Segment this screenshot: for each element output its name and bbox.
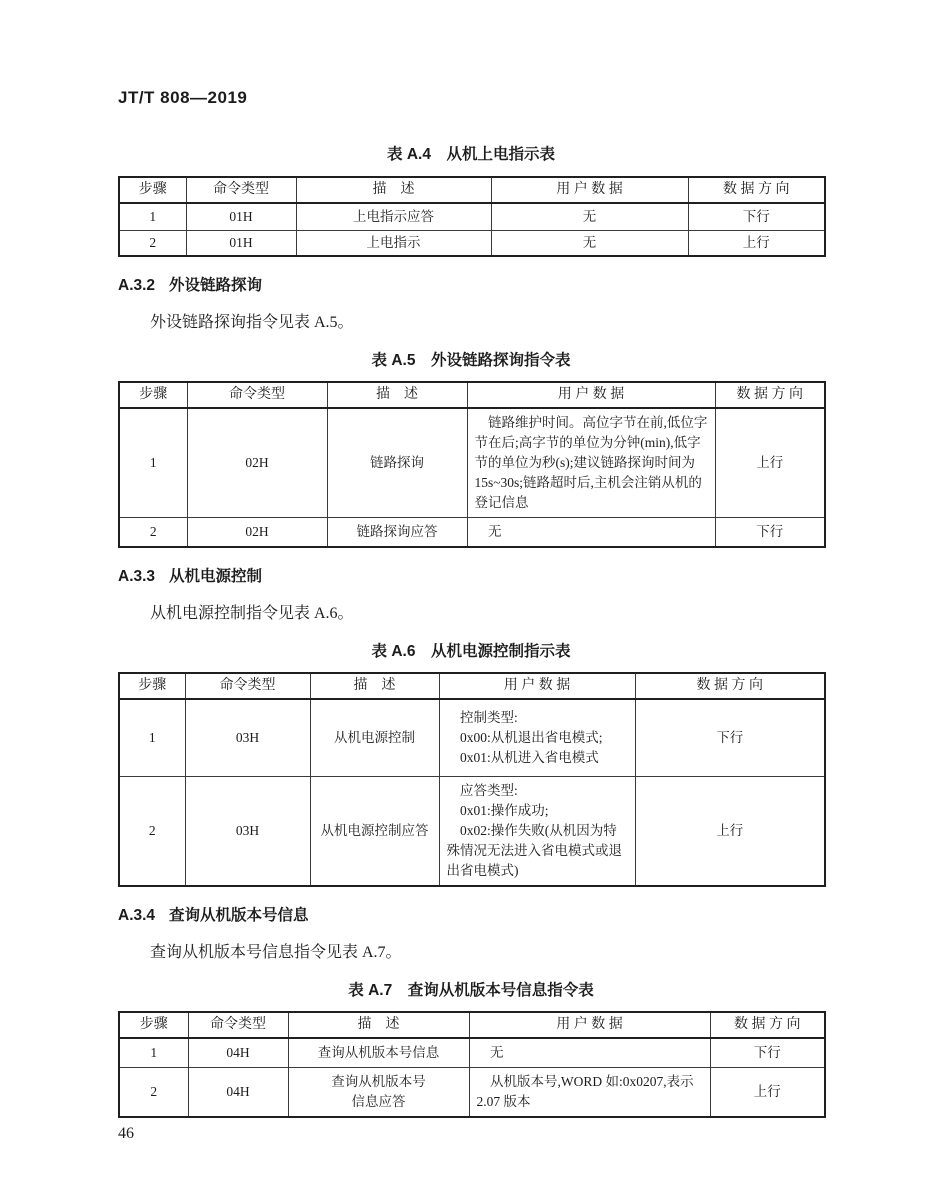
table-row — [119, 776, 825, 886]
cell-desc: 链路探询应答 — [327, 518, 467, 548]
col-dir: 数 据 方 向 — [635, 673, 825, 699]
section-a32-heading — [118, 273, 824, 295]
col-user: 用 户 数 据 — [491, 177, 688, 203]
table-a4-header-row — [119, 177, 825, 203]
cell-user-line: 0x01:从机进入省电模式 — [460, 749, 599, 765]
table-a6-caption: 从机电源控制指示表 — [430, 643, 571, 660]
cell-user — [467, 518, 715, 548]
col-desc: 描 述 — [296, 177, 491, 203]
col-step: 步骤 — [119, 177, 186, 203]
table-a5 — [118, 381, 826, 548]
table-row — [119, 1038, 825, 1068]
section-title: 外设链路探询 — [169, 277, 263, 294]
table-a7-caption: 查询从机版本号信息指令表 — [407, 981, 594, 999]
col-desc: 描 述 — [310, 673, 439, 699]
table-a4-label: 表 A.4 — [387, 146, 431, 163]
cell-cmd: 02H — [187, 408, 327, 518]
cell-user-text: 无 — [488, 524, 502, 539]
table-row — [119, 408, 825, 518]
page-number: 46 — [118, 1124, 134, 1142]
cell-cmd: 01H — [186, 230, 296, 256]
table-a4 — [118, 176, 826, 257]
table-row — [119, 518, 825, 548]
cell-user-line: 应答类型: — [460, 782, 518, 798]
table-a5-label: 表 A.5 — [371, 352, 416, 369]
cell-dir: 上行 — [635, 776, 825, 886]
cell-desc: 上电指示应答 — [296, 203, 491, 230]
cell-step: 2 — [119, 1067, 188, 1117]
table-a7-label: 表 A.7 — [348, 981, 393, 999]
cell-step: 1 — [119, 1038, 188, 1068]
cell-cmd: 01H — [186, 203, 296, 230]
col-dir: 数 据 方 向 — [710, 1012, 825, 1038]
table-a5-header-row — [119, 382, 825, 408]
cell-desc: 查询从机版本号信息 — [288, 1038, 469, 1068]
col-user: 用 户 数 据 — [467, 382, 715, 408]
cell-dir: 下行 — [688, 203, 825, 230]
cell-desc: 从机电源控制 — [310, 699, 439, 776]
cell-user-text: 从机版本号,WORD 如:0x0207,表示 2.07 版本 — [476, 1073, 694, 1109]
col-step: 步骤 — [119, 673, 185, 699]
col-cmd: 命令类型 — [185, 673, 310, 699]
table-a7-header-row — [119, 1012, 825, 1038]
table-row — [119, 230, 825, 256]
section-id: A.3.2 — [118, 277, 156, 294]
cell-desc: 上电指示 — [296, 230, 491, 256]
cell-desc — [288, 1067, 469, 1117]
col-cmd: 命令类型 — [187, 382, 327, 408]
col-dir: 数 据 方 向 — [715, 382, 825, 408]
col-cmd: 命令类型 — [186, 177, 296, 203]
col-desc: 描 述 — [327, 382, 467, 408]
cell-user-line: 控制类型: — [460, 709, 518, 725]
cell-step: 2 — [119, 776, 185, 886]
table-row — [119, 203, 825, 230]
cell-user-text: 链路维护时间。高位字节在前,低位字节在后;高字节的单位为分钟(min),低字节的单位为秒(s);建议链路探询时间为15s~30s;链路超时后,主机会注销从机的登记信息 — [474, 415, 708, 510]
cell-step: 2 — [119, 230, 186, 256]
cell-step: 1 — [119, 203, 186, 230]
cell-user — [469, 1067, 710, 1117]
cell-user — [439, 699, 635, 776]
cell-desc: 链路探询 — [327, 408, 467, 518]
col-cmd: 命令类型 — [188, 1012, 288, 1038]
section-id: A.3.4 — [118, 906, 156, 924]
col-user: 用 户 数 据 — [469, 1012, 710, 1038]
section-title: 查询从机版本号信息 — [169, 906, 309, 924]
cell-desc-line: 信息应答 — [351, 1093, 406, 1109]
table-a7-title — [118, 978, 824, 1000]
cell-desc: 从机电源控制应答 — [310, 776, 439, 886]
table-a4-caption: 从机上电指示表 — [446, 146, 555, 163]
col-step: 步骤 — [119, 1012, 188, 1038]
cell-user — [467, 408, 715, 518]
cell-dir: 下行 — [635, 699, 825, 776]
table-a4-title — [118, 142, 824, 164]
cell-desc-line: 查询从机版本号 — [331, 1073, 426, 1089]
col-user: 用 户 数 据 — [439, 673, 635, 699]
cell-step: 2 — [119, 518, 187, 548]
cell-user — [439, 776, 635, 886]
cell-user-line: 0x01:操作成功; — [460, 802, 549, 818]
section-id: A.3.3 — [118, 568, 156, 585]
table-a5-caption: 外设链路探询指令表 — [430, 352, 571, 369]
cell-user: 无 — [491, 203, 688, 230]
cell-step: 1 — [119, 699, 185, 776]
table-a6-title — [118, 639, 824, 661]
table-a6-header-row — [119, 673, 825, 699]
table-a6 — [118, 672, 826, 887]
cell-cmd: 03H — [185, 776, 310, 886]
section-a34-heading — [118, 903, 824, 925]
cell-user-text: 无 — [490, 1044, 504, 1060]
cell-step: 1 — [119, 408, 187, 518]
section-a34-paragraph: 查询从机版本号信息指令见表 A.7。 — [150, 943, 402, 961]
cell-dir: 上行 — [710, 1067, 825, 1117]
cell-user-line: 0x00:从机退出省电模式; — [460, 729, 603, 745]
cell-cmd: 03H — [185, 699, 310, 776]
cell-user-line: 0x02:操作失败(从机因为特殊情况无法进入省电模式或退出省电模式) — [446, 822, 622, 878]
table-a7 — [118, 1011, 826, 1118]
cell-dir: 上行 — [715, 408, 825, 518]
cell-cmd: 02H — [187, 518, 327, 548]
cell-dir: 上行 — [688, 230, 825, 256]
table-a6-label: 表 A.6 — [371, 643, 416, 660]
table-a5-title — [118, 348, 824, 370]
table-row — [119, 1067, 825, 1117]
section-a33-paragraph: 从机电源控制指令见表 A.6。 — [150, 605, 354, 622]
section-title: 从机电源控制 — [169, 568, 263, 585]
doc-code: JT/T 808—2019 — [118, 88, 248, 107]
cell-dir: 下行 — [710, 1038, 825, 1068]
cell-cmd: 04H — [188, 1038, 288, 1068]
cell-user — [469, 1038, 710, 1068]
table-row — [119, 699, 825, 776]
cell-cmd: 04H — [188, 1067, 288, 1117]
cell-user: 无 — [491, 230, 688, 256]
section-a32-paragraph: 外设链路探询指令见表 A.5。 — [150, 314, 354, 331]
col-desc: 描 述 — [288, 1012, 469, 1038]
cell-dir: 下行 — [715, 518, 825, 548]
col-dir: 数 据 方 向 — [688, 177, 825, 203]
col-step: 步骤 — [119, 382, 187, 408]
section-a33-heading — [118, 564, 824, 586]
